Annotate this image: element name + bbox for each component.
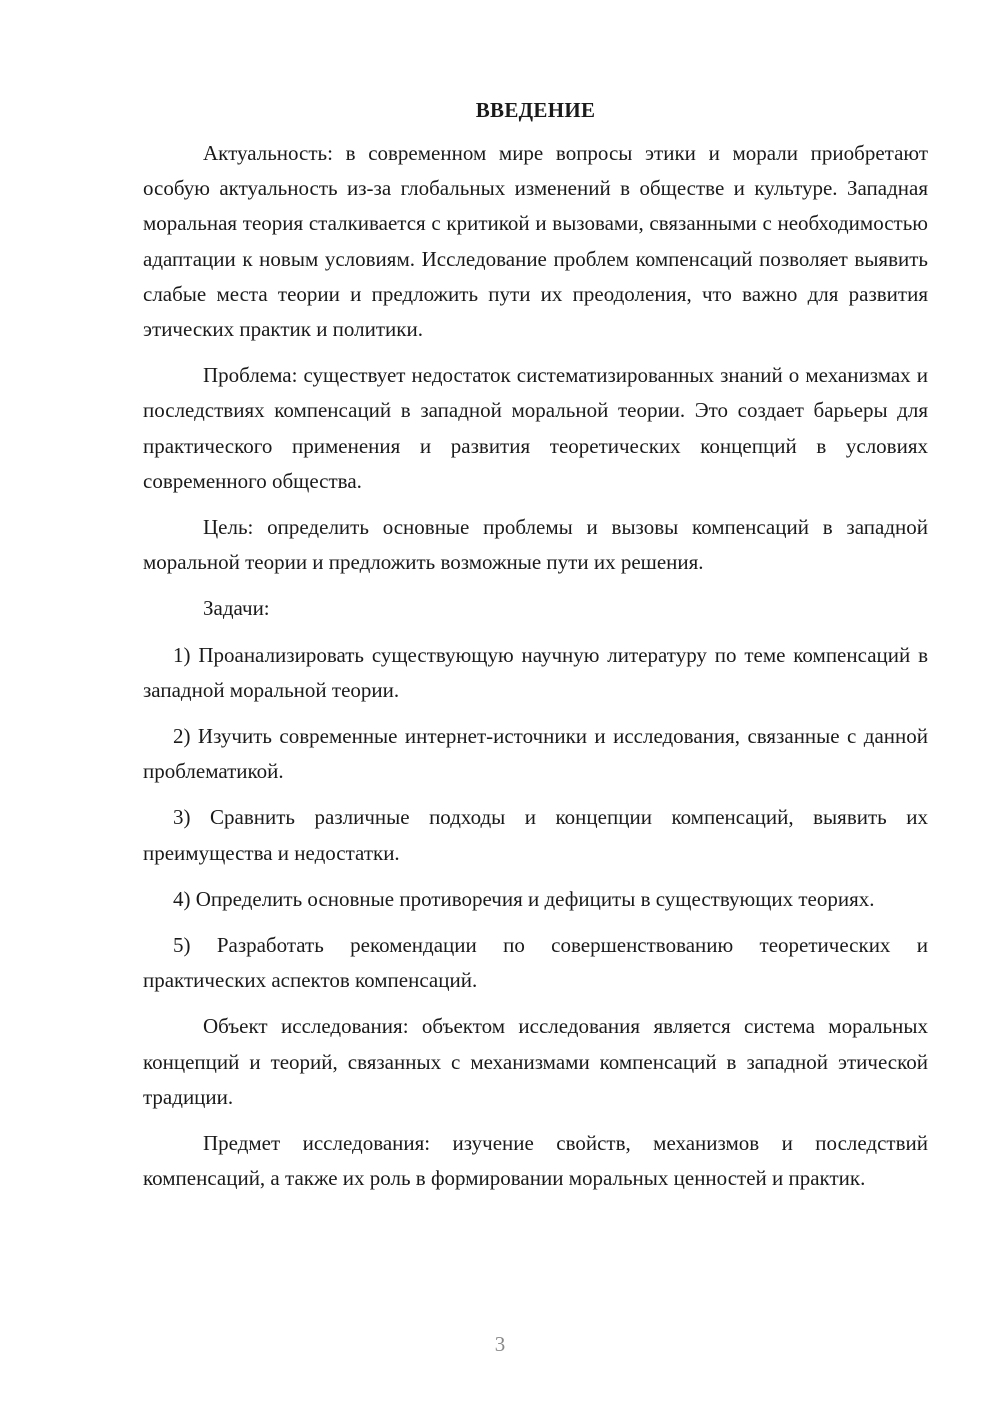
page-number: 3 xyxy=(494,1332,506,1356)
paragraph-gap xyxy=(143,871,928,882)
task-item: 4) Определить основные противоречия и дефициты в существующих теориях. xyxy=(173,886,875,911)
paragraph-gap xyxy=(143,1115,928,1126)
paragraph-relevance: Актуальность: в современном мире вопросы этики и морали приобретают особую актуальность из-за глобальных изменений в обществе и культуре. Западная моральная теория сталкивается с критикой и вызовами, связанными с необходимостью адаптации к новым условиям. Исследование проблем компенсаций позволяет выявить слабые места теории и предложить пути их преодоления, что важно для развития этических практик и политики. xyxy=(143,141,928,342)
paragraph-gap xyxy=(143,580,928,591)
paragraph-gap xyxy=(143,789,928,800)
paragraph-gap xyxy=(143,347,928,358)
paragraph-gap xyxy=(143,627,928,638)
task-item: 5) Разработать рекомендации по совершенствованию теоретических и практических аспектов компенсаций. xyxy=(143,933,928,993)
paragraph-object: Объект исследования: объектом исследования является система моральных концепций и теорий, связанных с механизмами компенсаций в западной этической традиции. xyxy=(143,1014,928,1109)
document-page xyxy=(143,96,928,1196)
section-heading: ВВЕДЕНИЕ xyxy=(475,98,596,122)
paragraph-problem: Проблема: существует недостаток систематизированных знаний о механизмах и последствиях компенсаций в западной моральной теории. Это создает барьеры для практического применения и развития теоретических концепций в условиях современного общества. xyxy=(143,363,928,493)
paragraph-gap xyxy=(143,998,928,1009)
paragraph-gap xyxy=(143,917,928,928)
paragraph-gap xyxy=(143,499,928,510)
paragraph-subject: Предмет исследования: изучение свойств, механизмов и последствий компенсаций, а также их роль в формировании моральных ценностей и практик. xyxy=(143,1131,928,1191)
paragraph-tasks-label: Задачи: xyxy=(203,596,270,621)
task-item: 2) Изучить современные интернет-источники и исследования, связанные с данной проблематикой. xyxy=(143,724,928,784)
paragraph-goal: Цель: определить основные проблемы и вызовы компенсаций в западной моральной теории и предложить возможные пути их решения. xyxy=(143,515,928,575)
task-item: 1) Проанализировать существующую научную литературу по теме компенсаций в западной моральной теории. xyxy=(143,642,928,702)
task-item: 3) Сравнить различные подходы и концепции компенсаций, выявить их преимущества и недостатки. xyxy=(143,805,928,865)
paragraph-gap xyxy=(143,708,928,719)
